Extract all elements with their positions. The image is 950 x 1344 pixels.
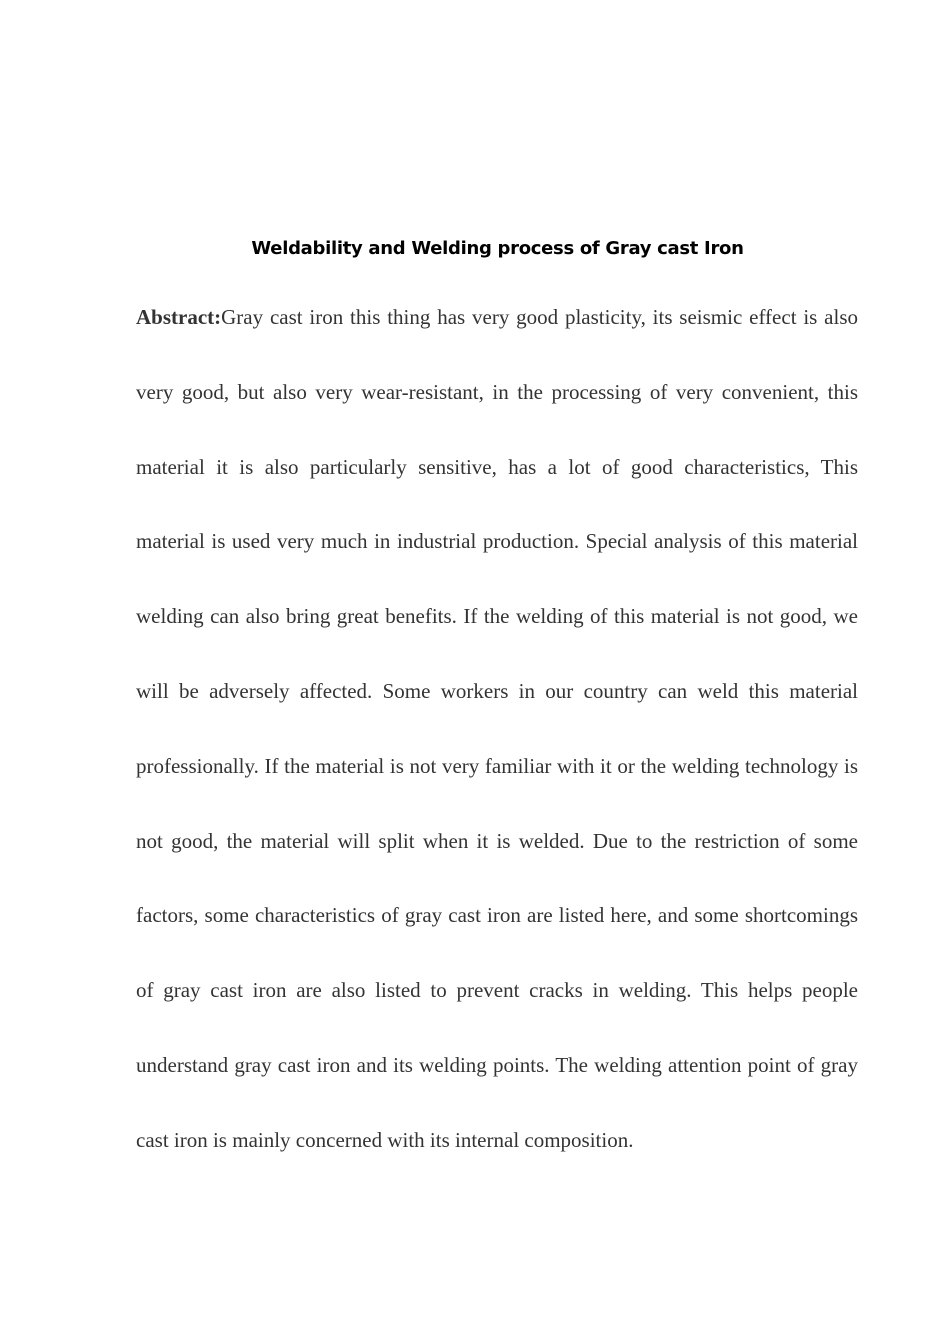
abstract-label: Abstract:: [136, 305, 222, 329]
abstract-paragraph: [136, 280, 858, 1178]
document-title: Weldability and Welding process of Gray cast Iron: [251, 238, 744, 259]
abstract-text: Gray cast iron this thing has very good plasticity, its seismic effect is also very good, but also very wear-resistant, in the processing of very convenient, this material it is also particularly sensitive, has a lot of good characteristics, This material is used very much in industrial production. Special analysis of this material welding can also bring great benefits. If the welding of this material is not good, we will be adversely affected. Some workers in our country can weld this material professionally. If the material is not very familiar with it or the welding technology is not good, the material will split when it is welded. Due to the restriction of some factors, some characteristics of gray cast iron are listed here, and some shortcomings of gray cast iron are also listed to prevent cracks in welding. This helps people understand gray cast iron and its welding points. The welding attention point of gray cast iron is mainly concerned with its internal composition.: [136, 305, 858, 1152]
